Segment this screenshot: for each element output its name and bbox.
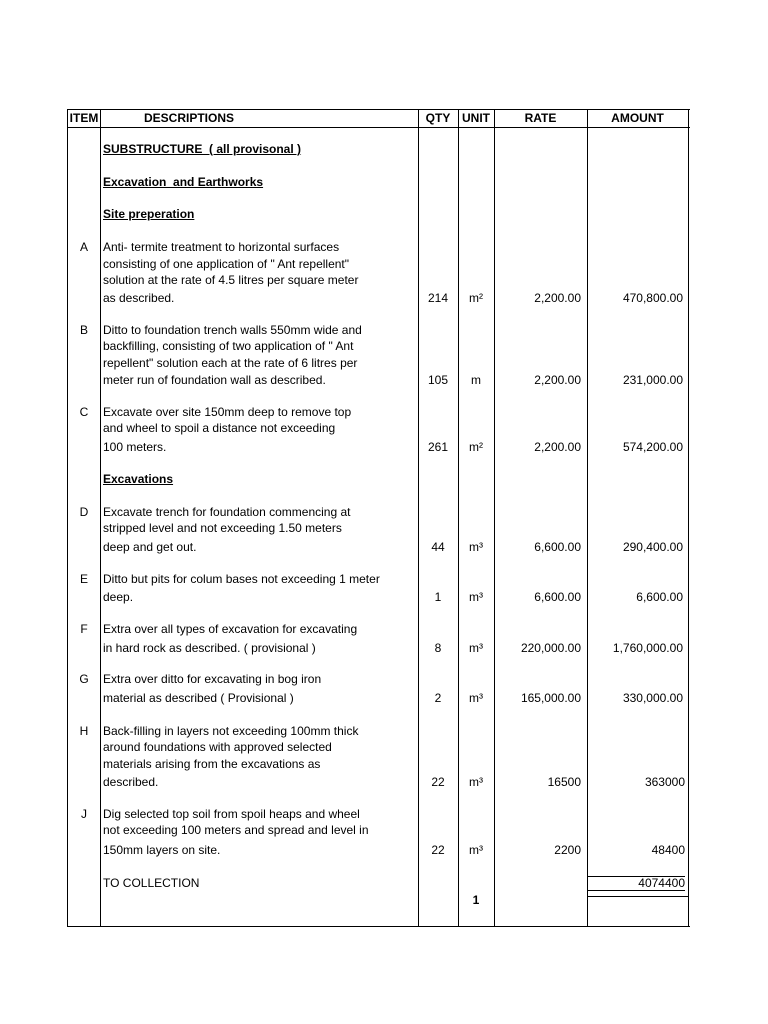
item-rate: 2,200.00	[534, 373, 581, 387]
item-code: A	[79, 240, 88, 254]
item-qty: 2	[434, 691, 442, 705]
section-substructure: SUBSTRUCTURE ( all provisonal )	[103, 142, 302, 156]
item-description-line: and wheel to spoil a distance not exceeding	[103, 421, 336, 435]
item-unit: m²	[469, 440, 483, 454]
item-unit: m²	[469, 291, 483, 305]
item-description-line: Dig selected top soil from spoil heaps and wheel	[103, 807, 360, 821]
item-description-line: solution at the rate of 4.5 litres per square meter	[103, 273, 359, 287]
item-description-line: Excavate over site 150mm deep to remove top	[103, 405, 352, 419]
item-description-line: stripped level and not exceeding 1.50 meters	[103, 521, 342, 535]
item-description-line: Extra over all types of excavation for excavating	[103, 622, 358, 636]
section-site-preparation: Site preperation	[103, 207, 195, 221]
item-amount: 6,600.00	[636, 590, 683, 604]
item-code: F	[80, 622, 88, 636]
column-divider-item	[100, 109, 101, 927]
column-divider-unit	[494, 109, 495, 927]
item-rate: 6,600.00	[534, 590, 581, 604]
item-description-line: deep and get out.	[103, 540, 197, 554]
item-description-line: around foundations with approved selected	[103, 740, 332, 754]
section-excavations: Excavations	[103, 472, 174, 486]
item-description-line: Anti- termite treatment to horizontal surfaces	[103, 240, 340, 254]
column-divider-rate	[587, 109, 588, 927]
item-code: D	[79, 505, 89, 519]
item-amount: 1,760,000.00	[612, 641, 683, 655]
item-qty: 261	[427, 440, 449, 454]
item-description-line: Excavate trench for foundation commencing at	[103, 505, 351, 519]
item-code: J	[81, 807, 87, 821]
header-descriptions: DESCRIPTIONS	[143, 111, 234, 125]
item-description-line: in hard rock as described. ( provisional )	[103, 641, 316, 655]
item-description-line: deep.	[103, 590, 134, 604]
column-divider-qty	[458, 109, 459, 927]
item-description-line: described.	[103, 775, 159, 789]
item-description-line: Extra over ditto for excavating in bog iron	[103, 672, 322, 686]
page-number: 1	[472, 893, 480, 907]
item-description-line: repellent" solution each at the rate of 6 litres per	[103, 356, 358, 370]
item-amount: 574,200.00	[622, 440, 683, 454]
item-amount: 48400	[651, 843, 685, 857]
item-description-line: meter run of foundation wall as described.	[103, 373, 326, 387]
item-qty: 105	[427, 373, 449, 387]
item-unit: m³	[469, 641, 483, 655]
item-description-line: material as described ( Provisional )	[103, 691, 294, 705]
item-amount: 290,400.00	[622, 540, 683, 554]
item-description-line: 150mm layers on site.	[103, 843, 221, 857]
item-amount: 470,800.00	[622, 291, 683, 305]
item-description-line: 100 meters.	[103, 440, 167, 454]
item-qty: 22	[431, 843, 445, 857]
item-code: C	[79, 405, 89, 419]
item-code: B	[79, 323, 88, 337]
collection-total-double-rule	[587, 896, 688, 897]
item-unit: m	[471, 373, 481, 387]
item-qty: 44	[431, 540, 445, 554]
item-description-line: as described.	[103, 291, 175, 305]
item-qty: 8	[434, 641, 442, 655]
header-divider	[68, 127, 690, 128]
item-unit: m³	[469, 775, 483, 789]
header-unit: UNIT	[462, 111, 490, 125]
item-rate: 2,200.00	[534, 440, 581, 454]
table-border-bottom	[68, 926, 690, 927]
item-qty: 22	[431, 775, 445, 789]
column-divider-description	[418, 109, 419, 927]
item-amount: 363000	[644, 775, 685, 789]
item-description-line: materials arising from the excavations as	[103, 757, 321, 771]
item-rate: 16500	[547, 775, 581, 789]
item-rate: 2,200.00	[534, 291, 581, 305]
item-rate: 2200	[554, 843, 581, 857]
item-qty: 1	[434, 590, 442, 604]
item-amount: 231,000.00	[622, 373, 683, 387]
header-rate: RATE	[524, 111, 557, 125]
item-rate: 220,000.00	[520, 641, 581, 655]
item-qty: 214	[427, 291, 449, 305]
item-code: H	[79, 724, 89, 738]
section-excavation-earthworks: Excavation and Earthworks	[103, 175, 264, 189]
item-description-line: Back-filling in layers not exceeding 100mm thick	[103, 724, 359, 738]
header-qty: QTY	[425, 111, 451, 125]
item-unit: m³	[469, 590, 483, 604]
item-amount: 330,000.00	[622, 691, 683, 705]
item-unit: m³	[469, 540, 483, 554]
item-code: E	[79, 572, 88, 586]
header-amount: AMOUNT	[611, 111, 664, 125]
item-description-line: Ditto to foundation trench walls 550mm wide and	[103, 323, 362, 337]
item-unit: m³	[469, 843, 483, 857]
table-border-right	[688, 109, 689, 927]
item-rate: 6,600.00	[534, 540, 581, 554]
to-collection-label: TO COLLECTION	[103, 876, 200, 890]
item-description-line: consisting of one application of " Ant repellent"	[103, 257, 350, 271]
item-rate: 165,000.00	[520, 691, 581, 705]
collection-total: 4074400	[587, 876, 685, 891]
item-description-line: Ditto but pits for colum bases not exceeding 1 meter	[103, 572, 380, 586]
item-description-line: not exceeding 100 meters and spread and level in	[103, 823, 369, 837]
item-description-line: backfilling, consisting of two application of " Ant	[103, 339, 354, 353]
item-code: G	[79, 672, 89, 686]
header-item: ITEM	[69, 111, 99, 125]
item-unit: m³	[469, 691, 483, 705]
